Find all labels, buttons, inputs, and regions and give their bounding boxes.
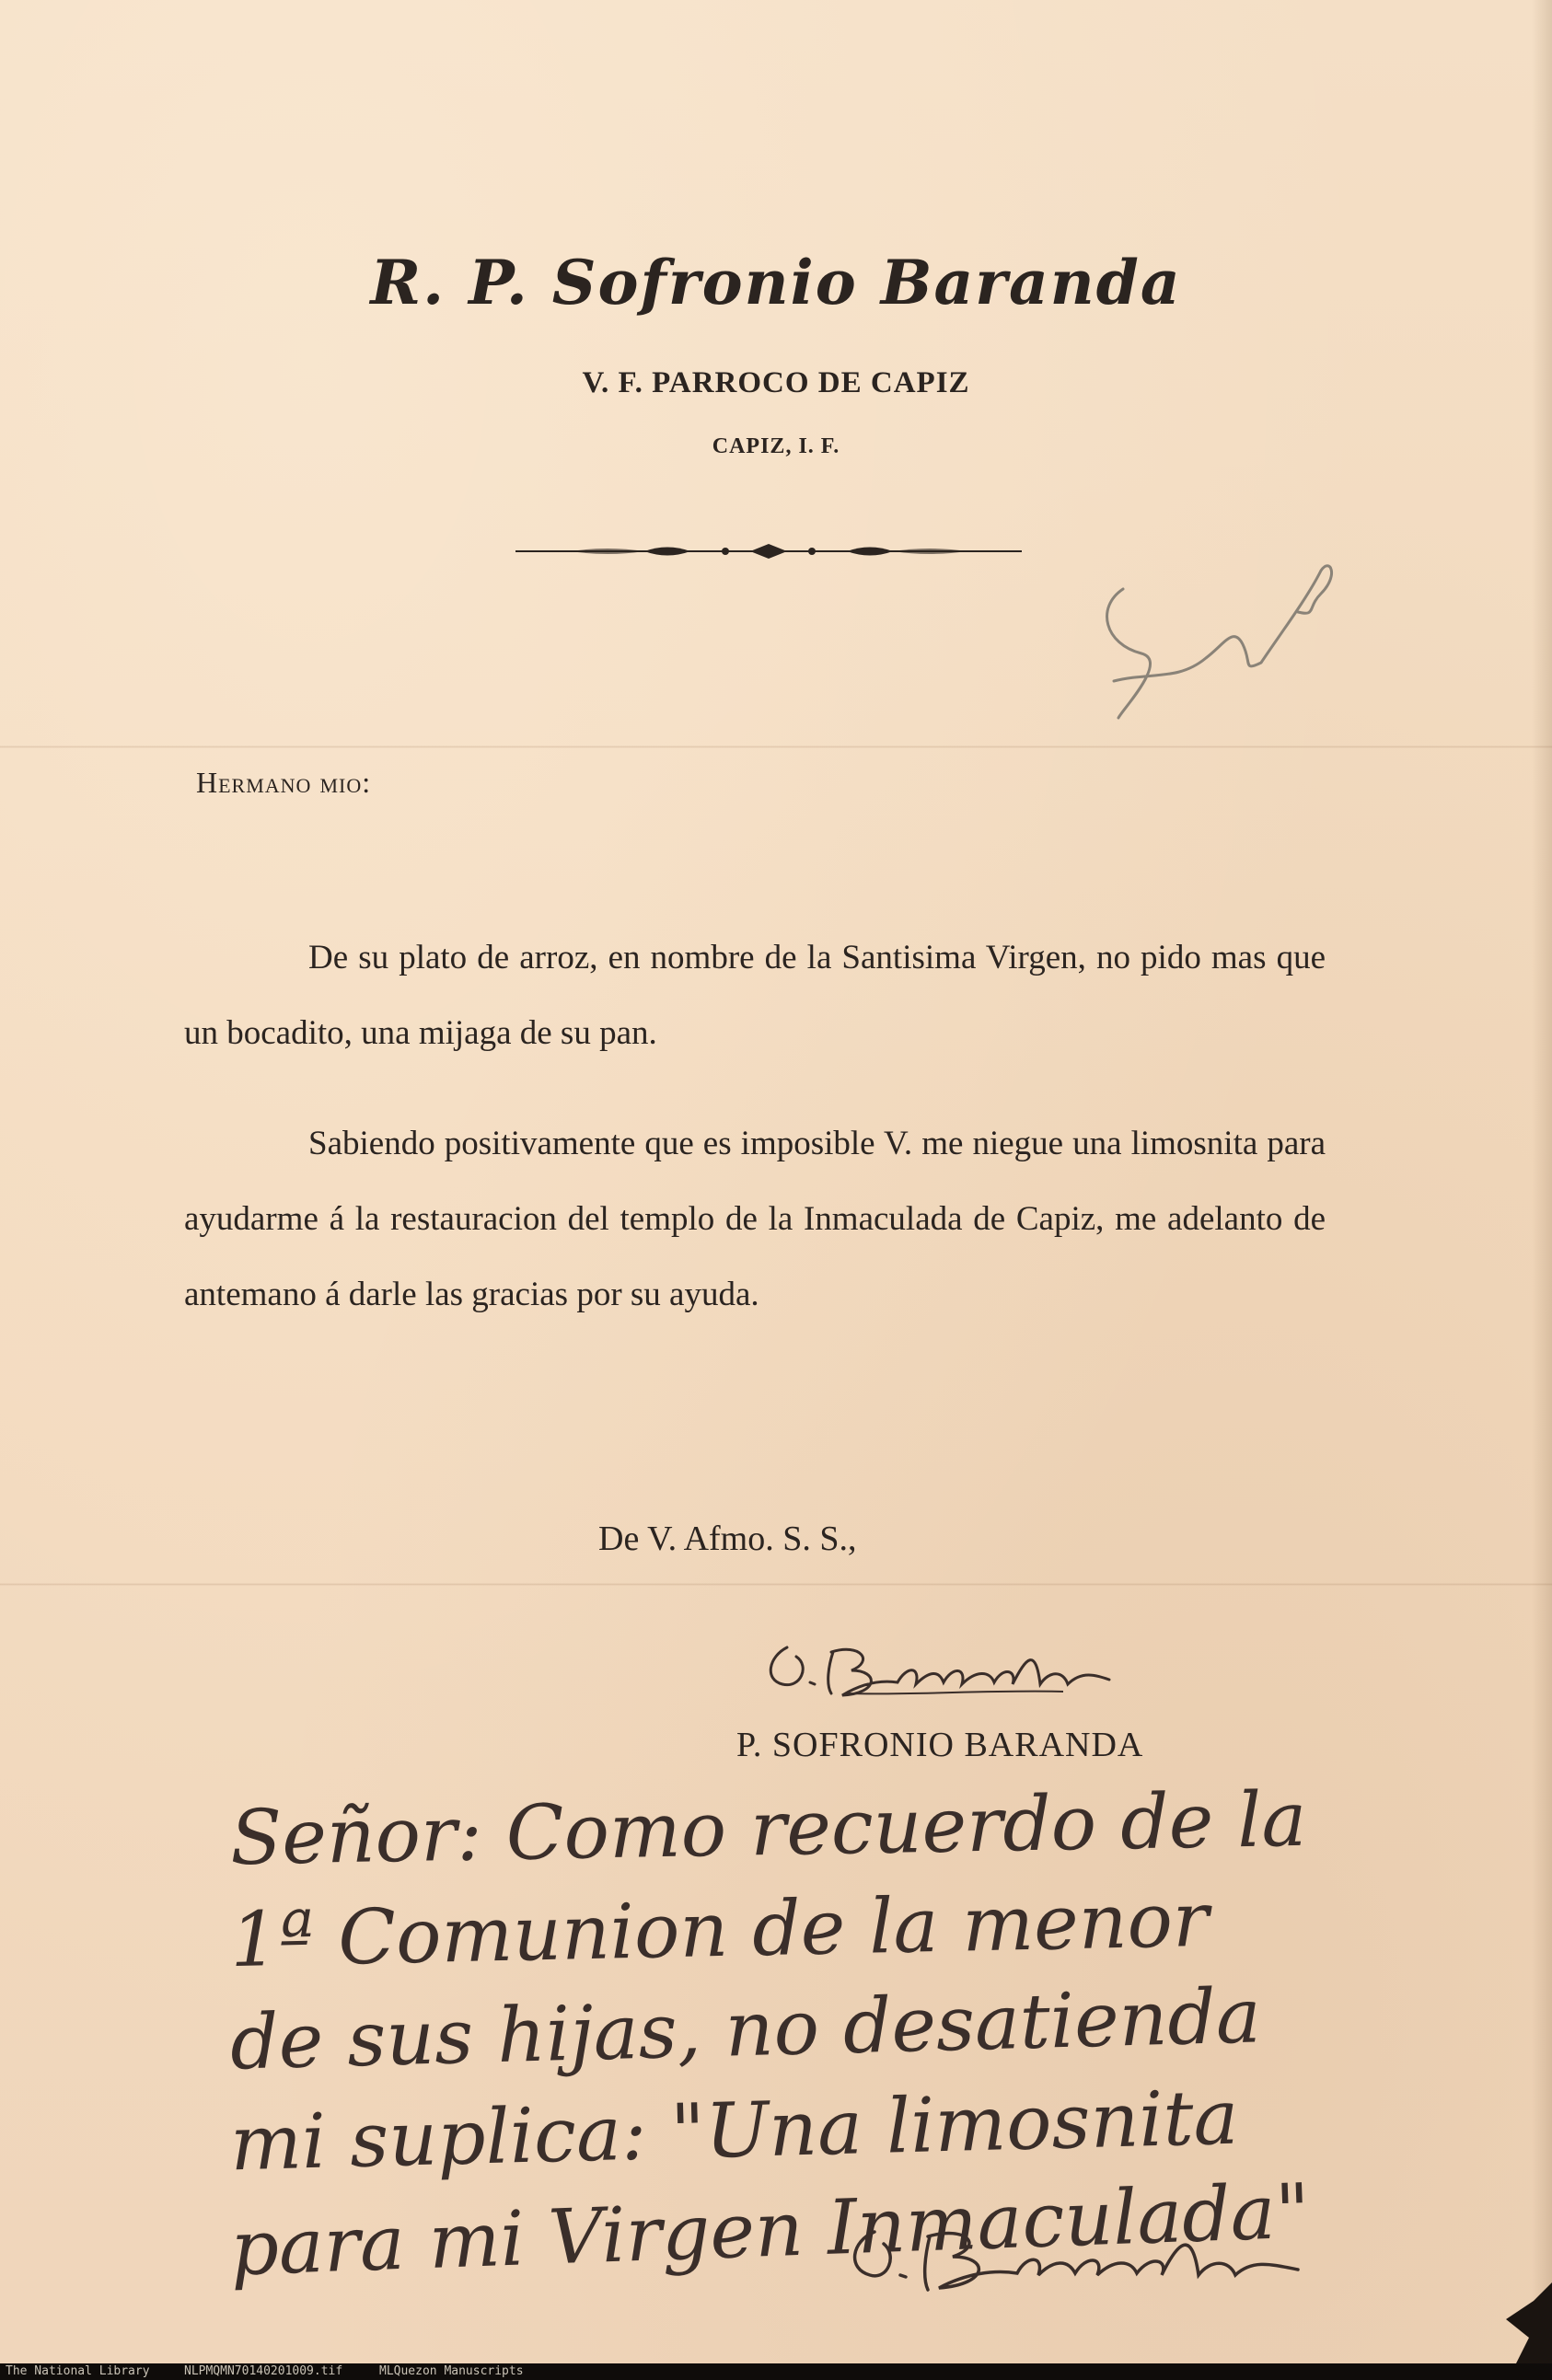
letterhead-position: V. F. PARROCO DE CAPIZ xyxy=(582,366,970,399)
paper-fold-line xyxy=(0,745,1552,748)
closing-line: De V. Afmo. S. S., xyxy=(598,1519,857,1558)
printed-signature: P. SOFRONIO BARANDA xyxy=(736,1726,1144,1764)
letterhead-location: CAPIZ, I. F. xyxy=(712,434,840,458)
body-paragraph-2: Sabiendo positivamente que es imposible V. me niegue una limosnita para ayudarme á la restauracion del templo de la Inmaculada de Capiz, me adelanto de antemano á darle las gracias por su ayuda. xyxy=(184,1125,1326,1313)
handwritten-note-line: de sus hijas, no desatienda xyxy=(228,1972,1262,2087)
handwritten-signature-top xyxy=(759,1629,1128,1712)
paper-fold-line xyxy=(0,1583,1552,1586)
footer-library: The National Library xyxy=(6,2364,150,2378)
footer-file: NLPMQMN70140201009.tif xyxy=(184,2364,343,2378)
handwritten-note-line: Señor: Como recuerdo de la xyxy=(229,1775,1308,1883)
paper-edge-shadow xyxy=(1532,0,1552,2363)
archive-footer-bar xyxy=(0,2363,1552,2380)
greeting: Hermano mio: xyxy=(196,766,372,799)
letterhead-name: R. P. Sofronio Baranda xyxy=(370,247,1182,318)
torn-corner xyxy=(1497,2282,1552,2363)
footer-collection: MLQuezon Manuscripts xyxy=(379,2364,524,2378)
handwritten-signature-bottom xyxy=(838,2209,1316,2310)
ornament-divider-icon xyxy=(515,537,1022,565)
handwritten-note-line: para mi Virgen Inmaculada" xyxy=(228,2167,1312,2293)
body-paragraph-1: De su plato de arroz, en nombre de la Santisima Virgen, no pido mas que un bocadito, una mijaga de su pan. xyxy=(184,939,1326,1052)
pencil-mark xyxy=(1086,543,1344,727)
handwritten-note-line: 1ª Comunion de la menor xyxy=(229,1876,1210,1985)
handwritten-note-line: mi suplica: "Una limosnita xyxy=(228,2074,1240,2189)
